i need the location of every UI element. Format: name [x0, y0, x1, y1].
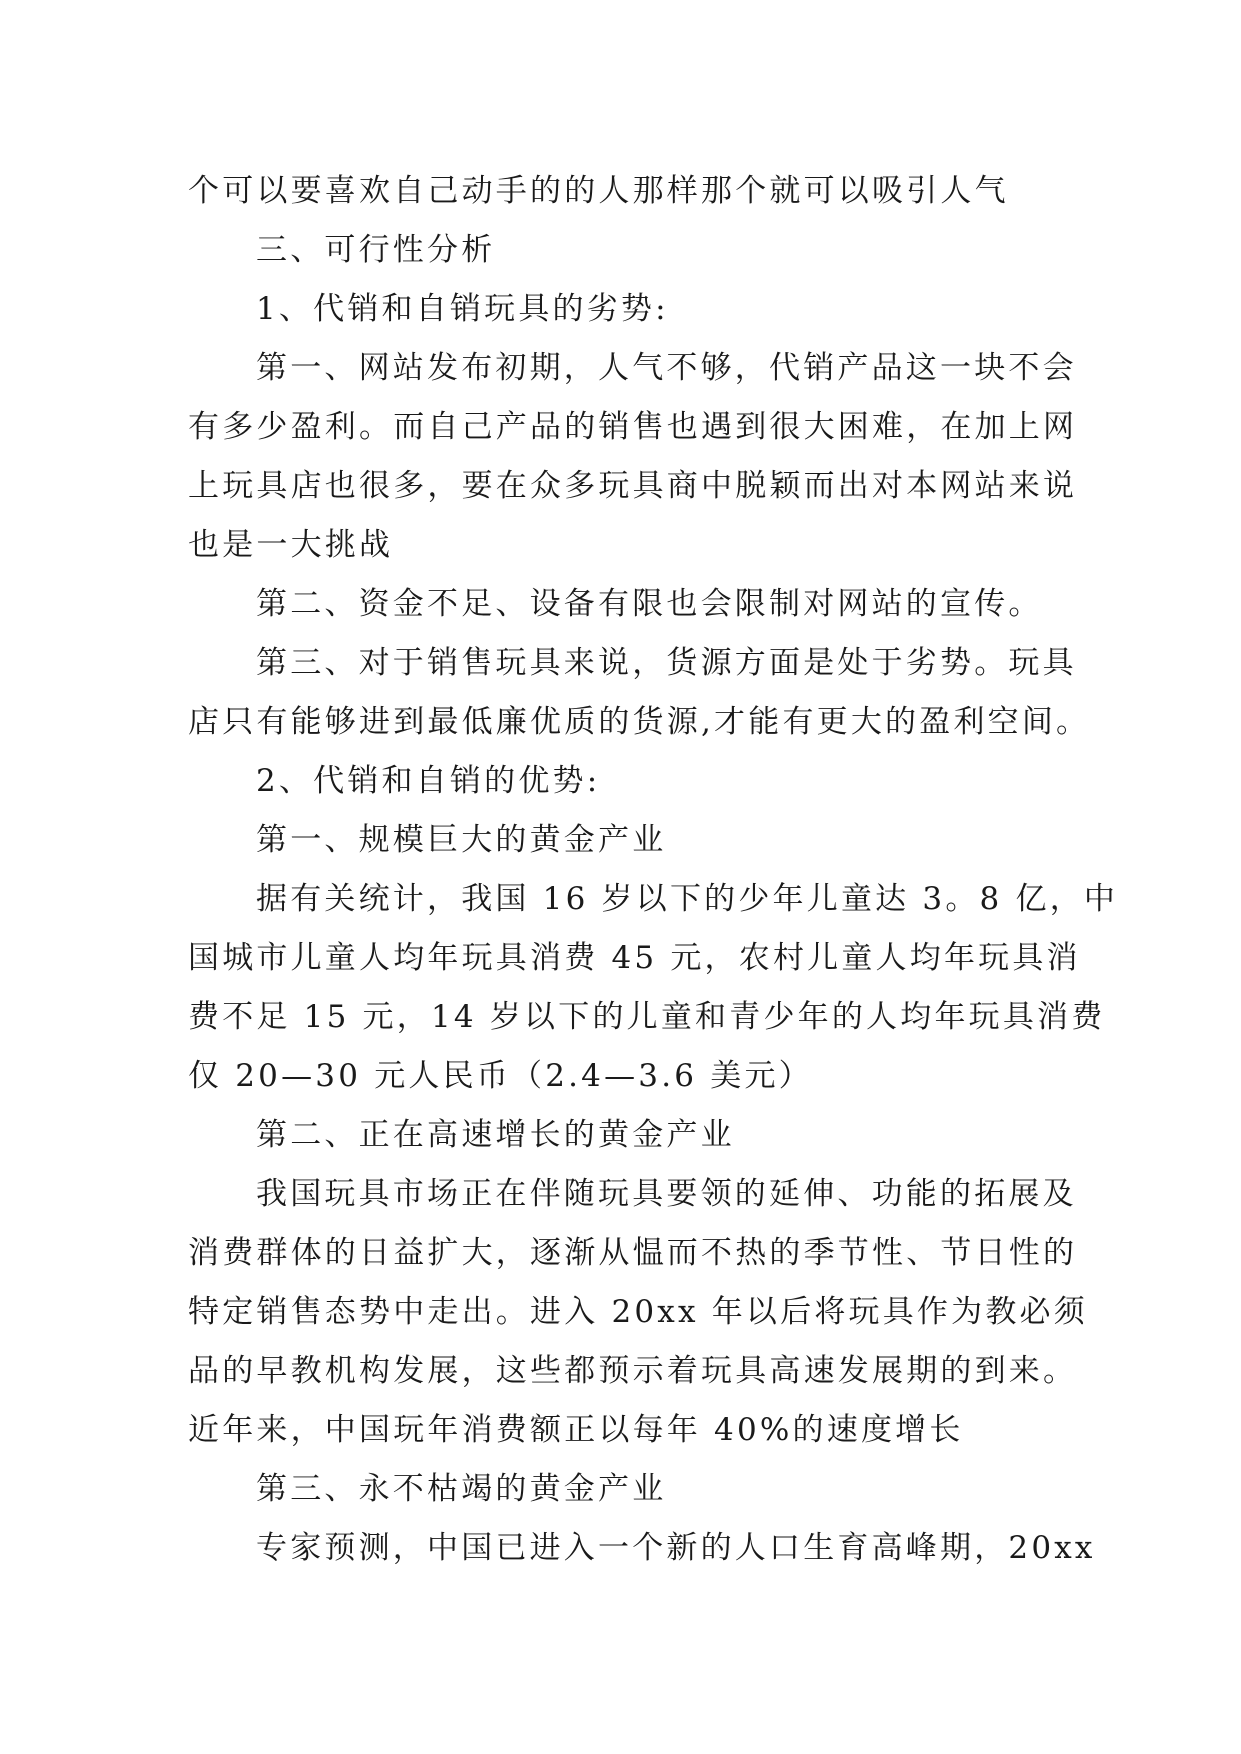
text-line: 上玩具店也很多，要在众多玩具商中脱颖而出对本网站来说 [188, 468, 1078, 504]
text-line: 第三、永不枯竭的黄金产业 [256, 1471, 667, 1507]
text-line: 第二、正在高速增长的黄金产业 [256, 1117, 735, 1153]
text-line: 品的早教机构发展，这些都预示着玩具高速发展期的到来。 [188, 1353, 1078, 1389]
text-line: 第三、对于销售玩具来说，货源方面是处于劣势。玩具 [256, 645, 1077, 681]
text-line: 消费群体的日益扩大，逐渐从愠而不热的季节性、节日性的 [188, 1235, 1078, 1271]
text-line: 三、可行性分析 [256, 232, 496, 268]
text-line: 也是一大挑战 [188, 527, 394, 563]
text-line: 有多少盈利。而自己产品的销售也遇到很大困难，在加上网 [188, 409, 1078, 445]
text-line: 第一、规模巨大的黄金产业 [256, 822, 667, 858]
text-line: 个可以要喜欢自己动手的的人那样那个就可以吸引人气 [188, 173, 1009, 209]
text-line: 第一、网站发布初期，人气不够，代销产品这一块不会 [256, 350, 1077, 386]
text-line: 据有关统计，我国 16 岁以下的少年儿童达 3。8 亿，中 [256, 881, 1119, 917]
text-line: 特定销售态势中走出。进入 20xx 年以后将玩具作为教必须 [188, 1294, 1088, 1330]
text-line: 店只有能够进到最低廉优质的货源,才能有更大的盈利空间。 [188, 704, 1091, 740]
text-line: 第二、资金不足、设备有限也会限制对网站的宣传。 [256, 586, 1043, 622]
text-line: 仅 20—30 元人民币（2.4—3.6 美元） [188, 1058, 813, 1094]
text-line: 近年来，中国玩年消费额正以每年 40%的速度增长 [188, 1412, 964, 1448]
text-line: 费不足 15 元，14 岁以下的儿童和青少年的人均年玩具消费 [188, 999, 1106, 1035]
text-line: 国城市儿童人均年玩具消费 45 元，农村儿童人均年玩具消 [188, 940, 1081, 976]
document-body [188, 162, 1119, 1578]
text-line: 我国玩具市场正在伴随玩具要领的延伸、功能的拓展及 [256, 1176, 1077, 1212]
text-line: 专家预测，中国已进入一个新的人口生育高峰期，20xx [256, 1530, 1096, 1566]
text-line: 2、代销和自销的优势: [256, 763, 601, 799]
text-line: 1、代销和自销玩具的劣势: [256, 291, 669, 327]
